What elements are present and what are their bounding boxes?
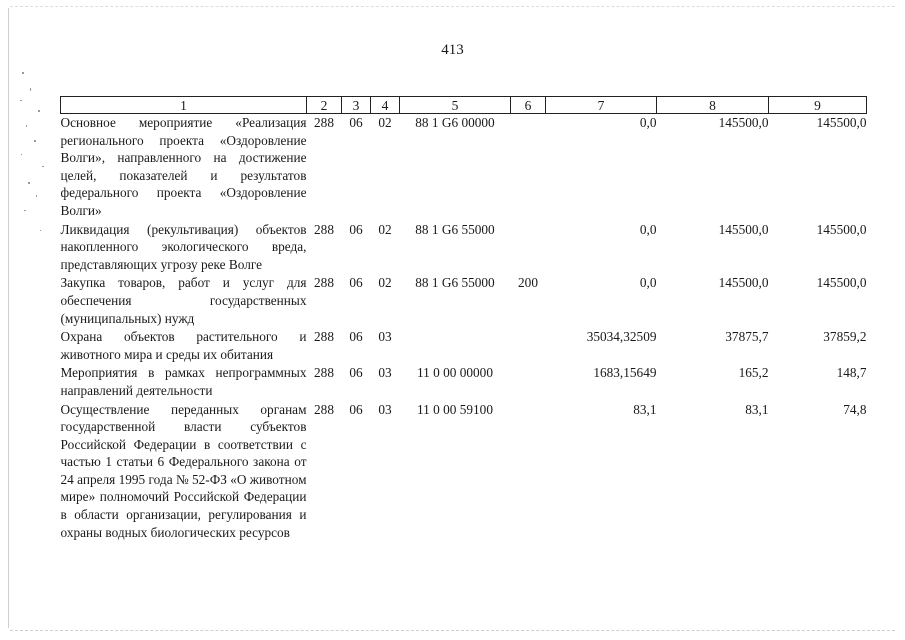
column-header-6: 6 [511, 97, 546, 114]
row-target-article [400, 328, 511, 364]
row-subsection: 02 [378, 221, 392, 237]
row-value-7: 83,1 [633, 401, 657, 417]
row-expense-type [511, 364, 546, 400]
row-value-8: 145500,0 [718, 275, 769, 291]
row-value-7: 0,0 [639, 275, 657, 291]
row-subsection: 02 [378, 115, 392, 130]
row-value-9: 37859,2 [823, 329, 867, 345]
row-target-article: 88 1 G6 00000 [415, 115, 495, 130]
row-name: Осуществление переданных органам государственной власти субъектов Российской Федерации в соответствии с частью 1 статьи 6 Федерального закона от 24 апреля 1995 года № 52-ФЗ «О животном мире» полномочий Российской Федерации в области организации, регулирования и охраны водных биологических ресурсов [60, 401, 307, 540]
row-expense-type [511, 114, 546, 221]
row-value-7: 1683,15649 [593, 365, 657, 381]
row-target-article: 11 0 00 00000 [417, 365, 493, 381]
row-expense-type [511, 328, 546, 364]
row-ministry-code: 288 [314, 401, 334, 417]
row-section: 06 [349, 275, 363, 291]
row-expense-type: 200 [518, 275, 538, 291]
table-row [61, 274, 867, 328]
column-header-4: 4 [371, 97, 400, 114]
row-value-9: 148,7 [836, 365, 867, 381]
table-row [61, 364, 867, 400]
row-section: 06 [349, 115, 363, 130]
scan-bottom-edge [10, 630, 895, 632]
column-header-8: 8 [657, 97, 769, 114]
table-row [61, 221, 867, 275]
row-expense-type [511, 221, 546, 275]
row-ministry-code: 288 [314, 365, 334, 381]
row-target-article: 88 1 G6 55000 [415, 221, 495, 237]
scan-noise [18, 70, 58, 270]
row-target-article: 11 0 00 59100 [417, 401, 493, 417]
row-ministry-code: 288 [314, 329, 334, 345]
budget-table [60, 96, 867, 542]
table-row [61, 401, 867, 543]
row-name: Основное мероприятие «Реализация регионального проекта «Оздоровление Волги», направленного на достижение целей, показателей и результатов федерального проекта «Оздоровление Волги» [60, 115, 307, 218]
column-header-1: 1 [61, 97, 307, 114]
row-value-9: 145500,0 [816, 115, 867, 130]
row-ministry-code: 288 [314, 275, 334, 291]
row-section: 06 [349, 365, 363, 381]
row-name: Ликвидация (рекультивация) объектов накопленного экологического вреда, представляющих угрозу реке Волге [60, 221, 307, 272]
row-section: 06 [349, 329, 363, 345]
row-value-9: 145500,0 [816, 221, 867, 237]
row-value-8: 83,1 [745, 401, 769, 417]
row-value-9: 74,8 [843, 401, 867, 417]
page-number: 413 [441, 42, 464, 58]
column-header-9: 9 [769, 97, 867, 114]
table-row [61, 328, 867, 364]
row-ministry-code: 288 [314, 221, 334, 237]
row-value-8: 165,2 [738, 365, 769, 381]
column-header-5: 5 [400, 97, 511, 114]
table-row [61, 114, 867, 221]
row-target-article: 88 1 G6 55000 [415, 275, 495, 291]
row-name: Мероприятия в рамках непрограммных направлений деятельности [60, 365, 307, 398]
row-subsection: 03 [378, 401, 392, 417]
row-subsection: 03 [378, 329, 392, 345]
row-subsection: 03 [378, 365, 392, 381]
row-name: Охрана объектов растительного и животного мира и среды их обитания [60, 329, 307, 362]
row-value-8: 145500,0 [718, 115, 769, 130]
scan-top-edge [10, 6, 895, 8]
row-section: 06 [349, 221, 363, 237]
column-header-2: 2 [307, 97, 342, 114]
row-value-7: 0,0 [639, 115, 657, 130]
row-value-8: 37875,7 [725, 329, 769, 345]
row-expense-type [511, 401, 546, 543]
scan-left-edge [8, 8, 9, 628]
column-header-3: 3 [342, 97, 371, 114]
row-value-9: 145500,0 [816, 275, 867, 291]
row-subsection: 02 [378, 275, 392, 291]
row-section: 06 [349, 401, 363, 417]
table-header-row [61, 97, 867, 114]
row-value-7: 35034,32509 [586, 329, 657, 345]
row-value-7: 0,0 [639, 221, 657, 237]
row-value-8: 145500,0 [718, 221, 769, 237]
column-header-7: 7 [546, 97, 657, 114]
row-name: Закупка товаров, работ и услуг для обеспечения государственных (муниципальных) нужд [60, 275, 307, 326]
row-ministry-code: 288 [314, 115, 334, 130]
